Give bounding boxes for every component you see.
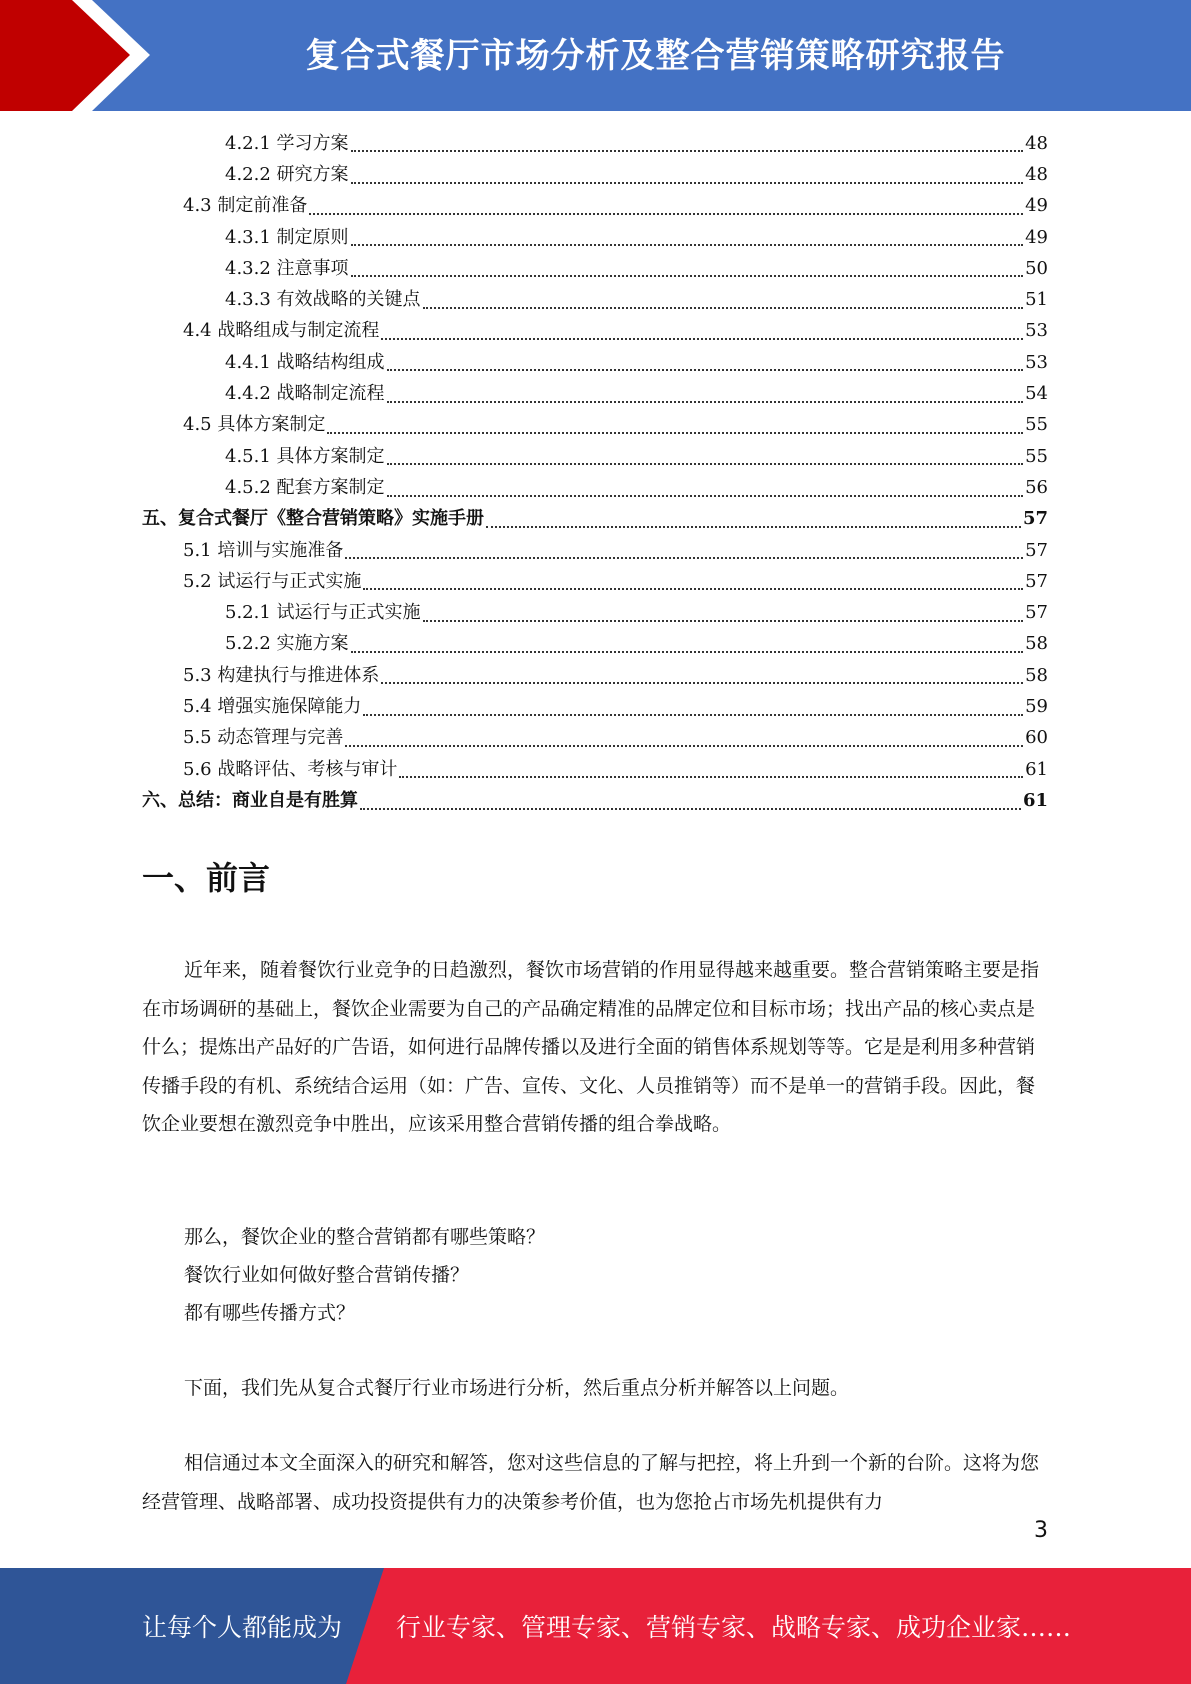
toc-leader-dots <box>363 587 1023 590</box>
toc-leader-dots <box>423 306 1024 309</box>
toc-entry-page: 55 <box>1025 445 1048 467</box>
toc-entry-label: 4.3.2 注意事项 <box>225 257 349 279</box>
question-item: 餐饮行业如何做好整合营销传播？ <box>184 1264 470 1286</box>
toc-leader-dots <box>363 713 1023 716</box>
toc-leader-dots <box>345 744 1023 747</box>
toc-entry-label: 六、总结：商业自是有胜算 <box>142 789 358 811</box>
toc-entry[interactable] <box>142 316 1048 347</box>
toc-entry[interactable] <box>142 378 1048 409</box>
toc-leader-dots <box>423 619 1024 622</box>
toc-leader-dots <box>309 212 1023 215</box>
question-item: 那么，餐饮企业的整合营销都有哪些策略？ <box>184 1226 546 1248</box>
toc-entry-label: 4.5.2 配套方案制定 <box>225 476 385 498</box>
toc-leader-dots <box>381 681 1023 684</box>
toc-entry-page: 51 <box>1025 289 1048 311</box>
toc-entry[interactable] <box>142 347 1048 378</box>
toc-entry-label: 5.1 培训与实施准备 <box>183 539 344 561</box>
toc-entry-page: 61 <box>1025 758 1048 780</box>
question-item: 都有哪些传播方式？ <box>184 1302 356 1324</box>
toc-entry-page: 53 <box>1025 351 1048 373</box>
toc-entry-label: 4.4.2 战略制定流程 <box>225 383 385 405</box>
toc-entry-page: 48 <box>1025 132 1048 154</box>
toc-entry-page: 57 <box>1022 508 1048 530</box>
toc-entry[interactable] <box>142 504 1048 535</box>
toc-entry-label: 5.4 增强实施保障能力 <box>183 695 362 717</box>
header-title: 复合式餐厅市场分析及整合营销策略研究报告 <box>305 35 1006 76</box>
toc-entry-label: 4.4 战略组成与制定流程 <box>183 320 380 342</box>
toc-entry-page: 50 <box>1025 257 1048 279</box>
toc-leader-dots <box>399 775 1023 778</box>
toc-entry[interactable] <box>142 222 1048 253</box>
toc-leader-dots <box>387 494 1024 497</box>
toc-entry[interactable] <box>142 660 1048 691</box>
toc-entry-label: 4.2.2 研究方案 <box>225 163 349 185</box>
toc-entry-page: 48 <box>1025 163 1048 185</box>
toc-entry-page: 49 <box>1025 226 1048 248</box>
toc-entry-page: 57 <box>1025 539 1048 561</box>
toc-entry-page: 53 <box>1025 320 1048 342</box>
toc-entry[interactable] <box>142 441 1048 472</box>
toc-entry-page: 58 <box>1025 633 1048 655</box>
toc-entry-page: 59 <box>1025 695 1048 717</box>
closing-paragraph: 相信通过本文全面深入的研究和解答，您对这些信息的了解与把控，将上升到一个新的台阶。这将为您经营管理、战略部署、成功投资提供有力的决策参考价值，也为您抢占市场先机提供有力 <box>142 1452 1040 1513</box>
toc-entry-label: 5.3 构建执行与推进体系 <box>183 664 380 686</box>
toc-entry-page: 60 <box>1025 727 1048 749</box>
toc-entry-label: 4.5.1 具体方案制定 <box>225 445 385 467</box>
toc-leader-dots <box>360 807 1021 810</box>
toc-entry[interactable] <box>142 128 1048 159</box>
analysis-paragraph: 下面，我们先从复合式餐厅行业市场进行分析，然后重点分析并解答以上问题。 <box>184 1377 850 1399</box>
toc-entry-label: 4.4.1 战略结构组成 <box>225 351 385 373</box>
toc-leader-dots <box>486 525 1021 528</box>
toc-entry[interactable] <box>142 629 1048 660</box>
toc-leader-dots <box>327 431 1023 434</box>
toc-entry-page: 55 <box>1025 414 1048 436</box>
toc-entry-page: 49 <box>1025 195 1048 217</box>
toc-entry[interactable] <box>142 785 1048 816</box>
toc-entry[interactable] <box>142 284 1048 315</box>
page-number: 3 <box>1034 1518 1048 1543</box>
toc-entry-label: 5.5 动态管理与完善 <box>183 727 344 749</box>
toc-entry[interactable] <box>142 597 1048 628</box>
toc-entry-label: 5.2.1 试运行与正式实施 <box>225 602 421 624</box>
toc-entry[interactable] <box>142 472 1048 503</box>
page-footer <box>0 1568 1191 1684</box>
toc-entry-label: 4.3 制定前准备 <box>183 195 308 217</box>
toc-entry-label: 4.2.1 学习方案 <box>225 132 349 154</box>
toc-entry-label: 5.2.2 实施方案 <box>225 633 349 655</box>
toc-entry-label: 5.6 战略评估、考核与审计 <box>183 758 398 780</box>
toc-entry-page: 56 <box>1025 476 1048 498</box>
toc-leader-dots <box>351 181 1024 184</box>
footer-slogan-left: 让每个人都能成为 <box>142 1613 343 1642</box>
toc-entry[interactable] <box>142 159 1048 190</box>
section-heading: 一、前言 <box>142 859 271 897</box>
toc-entry-page: 57 <box>1025 602 1048 624</box>
toc-entry[interactable] <box>142 410 1048 441</box>
page-header <box>0 0 1191 111</box>
toc-leader-dots <box>387 462 1024 465</box>
toc-entry[interactable] <box>142 253 1048 284</box>
toc-entry-page: 61 <box>1022 789 1048 811</box>
toc-entry[interactable] <box>142 566 1048 597</box>
toc-entry-page: 54 <box>1025 383 1048 405</box>
footer-slogan-right: 行业专家、管理专家、营销专家、战略专家、成功企业家…… <box>396 1613 1072 1642</box>
toc-entry-label: 五、复合式餐厅《整合营销策略》实施手册 <box>142 508 484 530</box>
toc-leader-dots <box>351 243 1024 246</box>
toc-leader-dots <box>387 400 1024 403</box>
toc-entry[interactable] <box>142 723 1048 754</box>
toc-leader-dots <box>345 556 1023 559</box>
intro-paragraph: 近年来，随着餐饮行业竞争的日趋激烈，餐饮市场营销的作用显得越来越重要。整合营销策略主要是指在市场调研的基础上，餐饮企业需要为自己的产品确定精准的品牌定位和目标市场；找出产品的核心卖点是什么；提炼出产品好的广告语，如何进行品牌传播以及进行全面的销售体系规划等等。它是是利用多种营销传播手段的有机、系统结合运用（如：广告、宣传、文化、人员推销等）而不是单一的营销手段。因此，餐饮企业要想在激烈竞争中胜出，应该采用整合营销传播的组合拳战略。 <box>142 959 1040 1135</box>
toc-entry-label: 4.5 具体方案制定 <box>183 414 326 436</box>
toc-leader-dots <box>351 149 1024 152</box>
toc-leader-dots <box>381 337 1023 340</box>
table-of-contents <box>142 128 1048 817</box>
toc-entry-label: 4.3.3 有效战略的关键点 <box>225 289 421 311</box>
toc-entry[interactable] <box>142 535 1048 566</box>
toc-leader-dots <box>387 368 1024 371</box>
toc-entry-page: 57 <box>1025 570 1048 592</box>
toc-entry[interactable] <box>142 691 1048 722</box>
toc-leader-dots <box>351 274 1024 277</box>
toc-entry-page: 58 <box>1025 664 1048 686</box>
question-list <box>184 1218 545 1332</box>
toc-entry-label: 5.2 试运行与正式实施 <box>183 570 362 592</box>
toc-entry[interactable] <box>142 754 1048 785</box>
toc-entry[interactable] <box>142 191 1048 222</box>
toc-leader-dots <box>351 650 1024 653</box>
toc-entry-label: 4.3.1 制定原则 <box>225 226 349 248</box>
